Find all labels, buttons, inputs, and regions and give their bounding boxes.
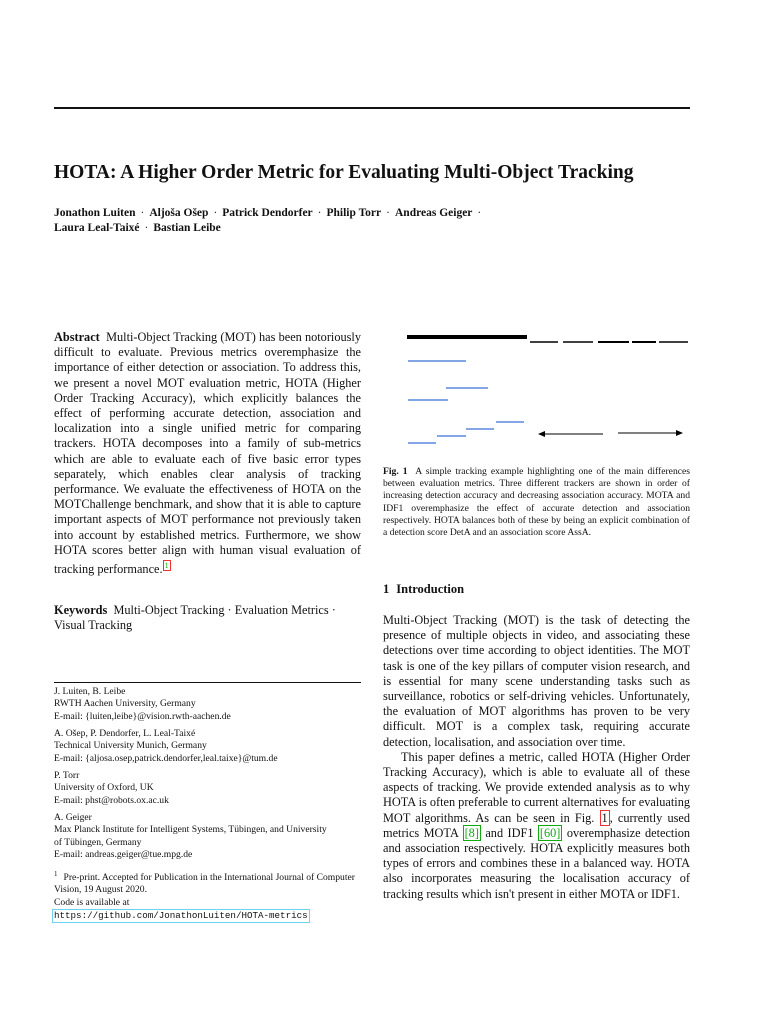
footnote-code-text: Code is available at [54, 896, 130, 908]
affiliation-block [54, 770, 374, 807]
footnote-link[interactable]: 1 [164, 561, 169, 571]
affiliation-names: P. Torr [54, 770, 80, 781]
affiliation-names: J. Luiten, B. Leibe [54, 686, 126, 697]
footnote-rule [54, 682, 361, 683]
affiliation-block [54, 686, 374, 723]
footnote-mark: 1 [54, 870, 58, 878]
affiliation-email: E-mail: phst@robots.ox.ac.uk [54, 794, 169, 806]
abstract-text: Multi-Object Tracking (MOT) has been notoriously difficult to evaluate. Previous metrics overemphasize the importance of either detection or association. To address this, we present a novel MOT evaluation metric, HOTA (Higher Order Tracking Accuracy), which explicitly balances the effect of performing accurate detection, association and localization into a single unified metric for comparing trackers. HOTA decomposes into a family of sub-metrics which are able to evaluate each of five basic error types separately, which enables clear analysis of tracking performance. We evaluate the effectiveness of HOTA on the MOTChallenge benchmark, and show that it is able to capture important aspects of MOT performance not previously taken into account by established metrics. Furthermore, we show HOTA scores better align with human visual evaluation of tracking performance. [54, 330, 361, 577]
author-separator: · [144, 222, 149, 234]
code-url-link[interactable]: https://github.com/JonathonLuiten/HOTA-metrics [52, 909, 310, 923]
affiliation-block [54, 812, 374, 862]
intro-text: , currently used metrics MOTA [383, 810, 690, 840]
footnote [54, 868, 364, 923]
affiliation-email: E-mail: andreas.geiger@tue.mpg.de [54, 849, 193, 861]
keyword: Visual Tracking [54, 618, 133, 633]
footnote-text: Pre-print. Accepted for Publication in the International Journal of Computer Vision, 19 August 2020. [54, 872, 355, 896]
intro-paragraph [383, 750, 690, 902]
intro-text: overemphasize detection and association respectively. HOTA explicitly measures both types of errors and combines these in a balanced way. HOTA also incorporates measuring the localisation accuracy of tracking results which isn't present in either MOTA or IDF1. [383, 825, 691, 901]
author-name: Jonathon Luiten [54, 207, 136, 219]
introduction-body [383, 613, 690, 902]
figure-caption-text: A simple tracking example highlighting one of the main differences between evaluation metrics. Three different trackers are shown in order of increasing detection accuracy and decreasing association accuracy. MOTA and IDF1 overemphasize the effect of accurate detection and association respectively. HOTA balances both of these by being an explicit combination of a detection score DetA and an association score AssA. [383, 466, 690, 539]
figure-caption [383, 466, 690, 539]
tracking-figure [400, 330, 695, 450]
figure-arrowhead [538, 431, 545, 437]
figure-arrowhead [676, 430, 683, 436]
intro-paragraph: Multi-Object Tracking (MOT) is the task of detecting the presence of multiple objects in video, and associating these detections over time according to object identities. The MOT task is one of the key pillars of computer vision research, and is essential for many scene understanding tasks such as surveillance, robotics or self-driving vehicles. Unfortunately, the evaluation of MOT algorithms has proven to be very difficult. MOT is a complex task, requiring accurate detection, localisation, and association over time. [383, 613, 690, 749]
author-separator: · [386, 207, 390, 219]
section-title: Introduction [396, 582, 465, 596]
affiliation-email: E-mail: {luiten,leibe}@vision.rwth-aachen.de [54, 710, 231, 722]
affiliation-institution: RWTH Aachen University, Germany [54, 698, 196, 710]
abstract-heading: Abstract [54, 330, 100, 344]
author-separator: · [317, 207, 322, 219]
author-name: Andreas Geiger [395, 207, 473, 219]
keyword: Evaluation Metrics [234, 603, 329, 617]
figure-label: Fig. 1 [383, 466, 408, 477]
affiliation-institution: University of Oxford, UK [54, 782, 154, 794]
author-name: Laura Leal-Taixé [54, 222, 140, 234]
keyword: Multi-Object Tracking [113, 603, 225, 617]
abstract [54, 330, 361, 577]
section-number: 1 [383, 582, 390, 596]
intro-text: and IDF1 [485, 825, 534, 840]
keywords-heading: Keywords [54, 603, 108, 617]
affiliation-block [54, 728, 374, 765]
keyword-separator: · [227, 603, 232, 617]
keyword-separator: · [331, 603, 336, 617]
affiliation-names: A. Ošep, P. Dendorfer, L. Leal-Taixé [54, 728, 196, 739]
author-name: Bastian Leibe [153, 222, 221, 234]
affiliation-names: A. Geiger [54, 812, 92, 823]
affiliation-email: E-mail: {aljosa.osep,patrick.dendorfer,leal.taixe}@tum.de [54, 752, 278, 764]
section-heading [383, 582, 464, 597]
author-separator: · [140, 207, 145, 219]
citation-link[interactable]: [8] [464, 825, 479, 840]
citation-link[interactable]: [60] [539, 825, 561, 840]
intro-text: This paper defines a metric, called HOTA (Higher Order Tracking Accuracy), which is able to evaluate all of these aspects of tracking. We provide extended analysis as to why HOTA is often preferable to current alternatives for evaluating MOT algorithms. As can be seen in Fig. [383, 749, 690, 825]
author-separator: · [213, 207, 218, 219]
affiliation-institution: of Tübingen, Germany [54, 836, 142, 848]
author-name: Philip Torr [326, 207, 382, 219]
author-name: Aljoša Ošep [149, 207, 209, 219]
author-separator: · [477, 207, 482, 219]
keywords [54, 603, 361, 633]
author-name: Patrick Dendorfer [222, 207, 313, 219]
affiliation-institution: Technical University Munich, Germany [54, 740, 207, 752]
figure-ref-link[interactable]: 1 [601, 810, 608, 825]
author-list [54, 206, 694, 236]
affiliation-institution: Max Planck Institute for Intelligent Systems, Tübingen, and University [54, 824, 327, 836]
header-rule [54, 107, 690, 109]
paper-title: HOTA: A Higher Order Metric for Evaluating Multi-Object Tracking [54, 162, 634, 183]
